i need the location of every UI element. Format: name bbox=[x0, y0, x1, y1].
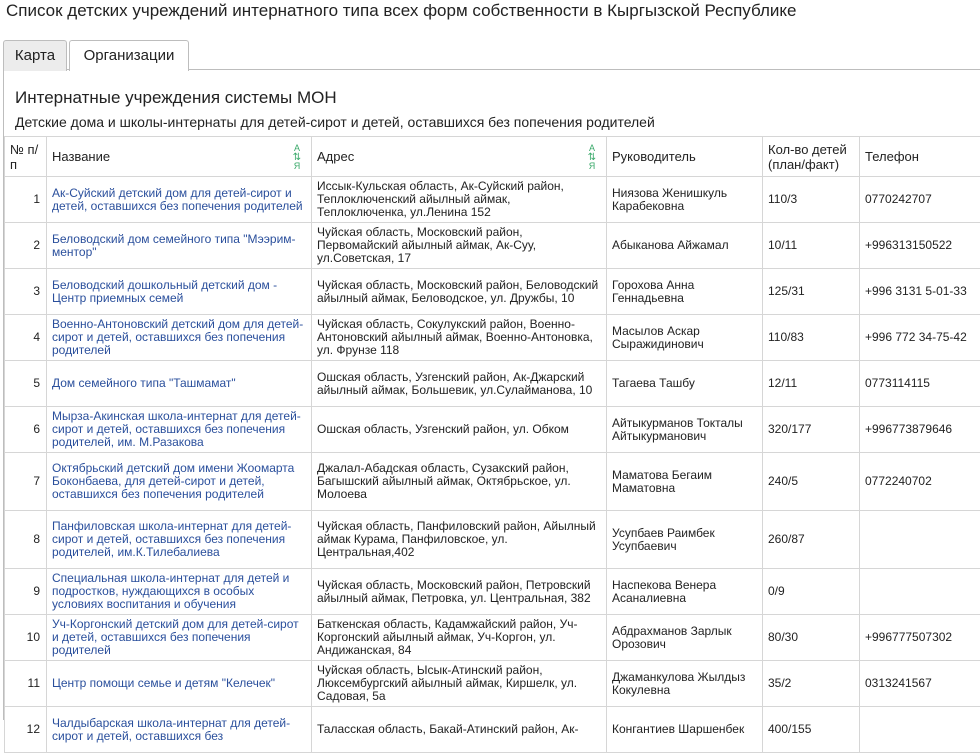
org-head: Конгантиев Шаршенбек bbox=[607, 707, 763, 753]
children-count: 80/30 bbox=[763, 615, 860, 661]
column-header-head: Руководитель bbox=[607, 137, 763, 177]
tab-map[interactable]: Карта bbox=[3, 40, 67, 71]
table-row bbox=[5, 569, 980, 615]
children-count: 110/3 bbox=[763, 177, 860, 223]
org-name-link[interactable]: Ак-Суйский детский дом для детей-сирот и детей, оставшихся без попечения родителей bbox=[47, 177, 312, 223]
table-row bbox=[5, 407, 980, 453]
children-count: 0/9 bbox=[763, 569, 860, 615]
org-head: Тагаева Ташбу bbox=[607, 361, 763, 407]
children-count: 35/2 bbox=[763, 661, 860, 707]
row-number: 7 bbox=[5, 453, 47, 511]
row-number: 6 bbox=[5, 407, 47, 453]
section-subtitle: Детские дома и школы-интернаты для детей-сирот и детей, оставшихся без попечения родителей bbox=[15, 113, 655, 131]
children-count: 110/83 bbox=[763, 315, 860, 361]
section-title: Интернатные учреждения системы МОН bbox=[15, 87, 337, 109]
table-row bbox=[5, 269, 980, 315]
org-address: Чуйская область, Московский район, Первомайский айылный аймак, Ак-Суу, ул.Советская, 17 bbox=[312, 223, 607, 269]
column-header-address-label: Адрес bbox=[317, 149, 354, 164]
table-row bbox=[5, 511, 980, 569]
org-phone: +996 772 34-75-42 bbox=[860, 315, 980, 361]
org-phone: 0773114115 bbox=[860, 361, 980, 407]
org-name-link[interactable]: Беловодский дошкольный детский дом - Центр приемных семей bbox=[47, 269, 312, 315]
org-head: Наспекова Венера Асаналиевна bbox=[607, 569, 763, 615]
org-head: Абыканова Айжамал bbox=[607, 223, 763, 269]
sort-alpha-icon[interactable]: А ⇅ Я bbox=[288, 144, 306, 168]
children-count: 125/31 bbox=[763, 269, 860, 315]
org-name-link[interactable]: Октябрьский детский дом имени Жоомарта Боконбаева, для детей-сирот и детей, оставшихся без попечения родителей bbox=[47, 453, 312, 511]
org-phone: +996313150522 bbox=[860, 223, 980, 269]
table-header-row bbox=[5, 137, 980, 177]
children-count: 240/5 bbox=[763, 453, 860, 511]
org-phone: +996 3131 5-01-33 bbox=[860, 269, 980, 315]
children-count: 12/11 bbox=[763, 361, 860, 407]
org-address: Чуйская область, Панфиловский район, Айылный аймак Курама, Панфиловское, ул. Центральная,402 bbox=[312, 511, 607, 569]
table-row bbox=[5, 661, 980, 707]
org-head: Джаманкулова Жылдыз Кокулевна bbox=[607, 661, 763, 707]
row-number: 10 bbox=[5, 615, 47, 661]
org-head: Масылов Аскар Сыражидинович bbox=[607, 315, 763, 361]
org-head: Маматова Бегаим Маматовна bbox=[607, 453, 763, 511]
column-header-address[interactable] bbox=[312, 137, 607, 177]
sort-alpha-icon[interactable]: А ⇅ Я bbox=[583, 144, 601, 168]
org-address: Чуйская область, Ысык-Атинский район, Люксембургский айылный аймак, Киршелк, ул. Садовая, 5а bbox=[312, 661, 607, 707]
column-header-phone: Телефон bbox=[860, 137, 980, 177]
org-phone: 0313241567 bbox=[860, 661, 980, 707]
org-name-link[interactable]: Мырза-Акинская школа-интернат для детей-сирот и детей, оставшихся без попечения родителей, им. М.Разакова bbox=[47, 407, 312, 453]
org-head: Усупбаев Раимбек Усупбаевич bbox=[607, 511, 763, 569]
table-row bbox=[5, 315, 980, 361]
row-number: 3 bbox=[5, 269, 47, 315]
row-number: 1 bbox=[5, 177, 47, 223]
children-count: 320/177 bbox=[763, 407, 860, 453]
org-phone bbox=[860, 511, 980, 569]
table-row bbox=[5, 177, 980, 223]
row-number: 12 bbox=[5, 707, 47, 753]
children-count: 10/11 bbox=[763, 223, 860, 269]
org-phone: +996773879646 bbox=[860, 407, 980, 453]
column-header-name-label: Название bbox=[52, 149, 110, 164]
table-row bbox=[5, 361, 980, 407]
table-row bbox=[5, 453, 980, 511]
org-head: Абдрахманов Зарлык Орозович bbox=[607, 615, 763, 661]
org-head: Ниязова Женишкуль Карабековна bbox=[607, 177, 763, 223]
org-name-link[interactable]: Специальная школа-интернат для детей и подростков, нуждающихся в особых условиях воспитания и обучения bbox=[47, 569, 312, 615]
org-phone: 0770242707 bbox=[860, 177, 980, 223]
org-name-link[interactable]: Уч-Коргонский детский дом для детей-сирот и детей, оставшихся без попечения родителей bbox=[47, 615, 312, 661]
row-number: 4 bbox=[5, 315, 47, 361]
org-address: Ошская область, Узгенский район, ул. Обком bbox=[312, 407, 607, 453]
row-number: 11 bbox=[5, 661, 47, 707]
row-number: 9 bbox=[5, 569, 47, 615]
org-address: Таласская область, Бакай-Атинский район, Ак- bbox=[312, 707, 607, 753]
org-address: Иссык-Кульская область, Ак-Суйский район, Теплоключенский айылный аймак, Теплоключенка, ул.Ленина 152 bbox=[312, 177, 607, 223]
org-name-link[interactable]: Чалдыбарская школа-интернат для детей-сирот и детей, оставшихся без bbox=[47, 707, 312, 753]
org-address: Чуйская область, Московский район, Беловодский айылный аймак, Беловодское, ул. Дружбы, 10 bbox=[312, 269, 607, 315]
org-address: Ошская область, Узгенский район, Ак-Джарский айылный аймак, Большевик, ул.Сулайманова, 10 bbox=[312, 361, 607, 407]
org-name-link[interactable]: Военно-Антоновский детский дом для детей-сирот и детей, оставшихся без попечения родителей bbox=[47, 315, 312, 361]
organizations-table bbox=[4, 136, 980, 753]
table-row bbox=[5, 615, 980, 661]
organizations-panel bbox=[3, 70, 980, 720]
row-number: 2 bbox=[5, 223, 47, 269]
row-number: 5 bbox=[5, 361, 47, 407]
org-address: Джалал-Абадская область, Сузакский район, Багышский айылный аймак, Октябрьское, ул. Молоева bbox=[312, 453, 607, 511]
org-name-link[interactable]: Центр помощи семье и детям "Келечек" bbox=[47, 661, 312, 707]
org-phone bbox=[860, 569, 980, 615]
tab-organizations[interactable]: Организации bbox=[69, 40, 189, 71]
children-count: 260/87 bbox=[763, 511, 860, 569]
org-name-link[interactable]: Панфиловская школа-интернат для детей-сирот и детей, оставшихся без попечения родителей, им.К.Тилебалиева bbox=[47, 511, 312, 569]
table-row bbox=[5, 707, 980, 753]
org-phone: 0772240702 bbox=[860, 453, 980, 511]
column-header-num: № п/п bbox=[5, 137, 47, 177]
org-head: Айтыкурманов Токталы Айтыкурманович bbox=[607, 407, 763, 453]
column-header-name[interactable] bbox=[47, 137, 312, 177]
org-phone bbox=[860, 707, 980, 753]
org-phone: +996777507302 bbox=[860, 615, 980, 661]
column-header-count: Кол-во детей (план/факт) bbox=[763, 137, 860, 177]
row-number: 8 bbox=[5, 511, 47, 569]
org-name-link[interactable]: Дом семейного типа "Ташмамат" bbox=[47, 361, 312, 407]
org-address: Баткенская область, Кадамжайский район, Уч-Коргонский айылный аймак, Уч-Коргон, ул. Андижанская, 84 bbox=[312, 615, 607, 661]
tab-bar bbox=[3, 40, 980, 70]
org-name-link[interactable]: Беловодский дом семейного типа "Мээрим-ментор" bbox=[47, 223, 312, 269]
org-address: Чуйская область, Московский район, Петровский айылный аймак, Петровка, ул. Центральная, 382 bbox=[312, 569, 607, 615]
table-row bbox=[5, 223, 980, 269]
children-count: 400/155 bbox=[763, 707, 860, 753]
table-body bbox=[5, 177, 980, 753]
org-head: Горохова Анна Геннадьевна bbox=[607, 269, 763, 315]
org-address: Чуйская область, Сокулукский район, Военно-Антоновский айылный аймак, Военно-Антоновка, ул. Фрунзе 118 bbox=[312, 315, 607, 361]
page-title: Список детских учреждений интернатного типа всех форм собственности в Кыргызской Республике bbox=[6, 0, 796, 22]
